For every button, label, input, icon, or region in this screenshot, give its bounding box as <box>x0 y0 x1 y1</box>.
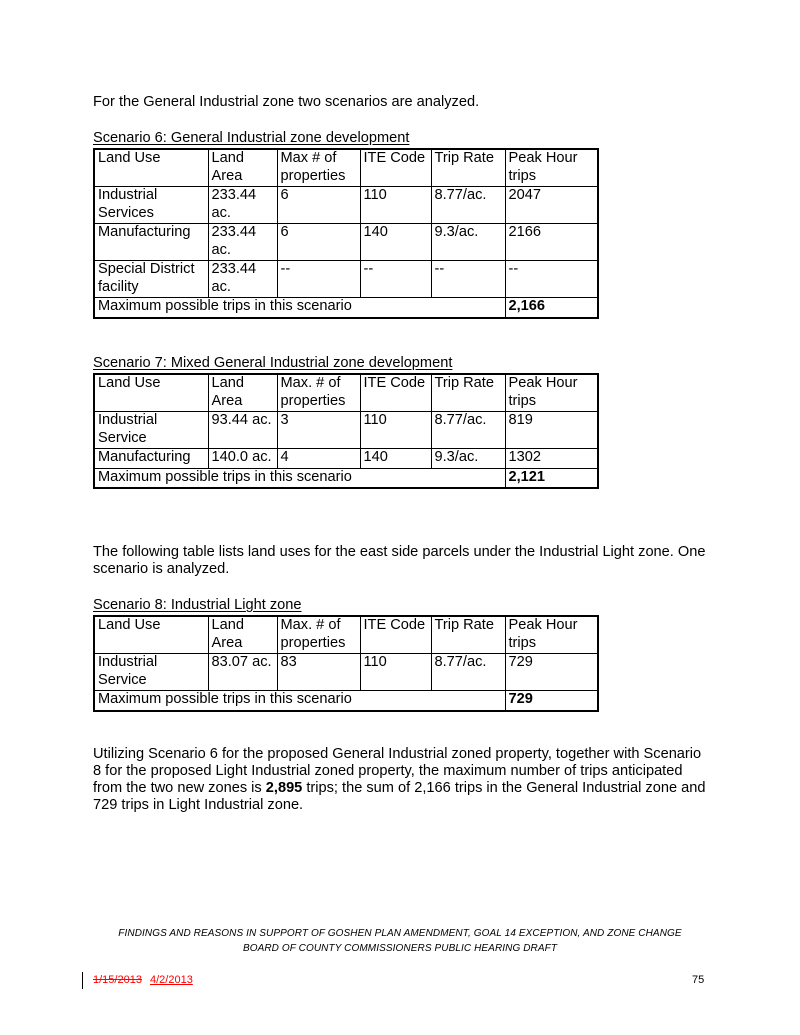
total-value: 2,121 <box>505 468 598 488</box>
table-row <box>94 224 598 261</box>
header-cell: Land Area <box>208 149 277 187</box>
header-cell: Peak Hour trips <box>505 616 598 654</box>
header-cell: Land Use <box>94 374 208 412</box>
header-cell: Max. # of properties <box>277 616 360 654</box>
table-cell: 9.3/ac. <box>431 224 505 261</box>
total-label: Maximum possible trips in this scenario <box>94 691 505 711</box>
table-cell: 110 <box>360 654 431 691</box>
scenario6-caption: Scenario 6: General Industrial zone development <box>93 130 410 146</box>
table-cell: 6 <box>277 187 360 224</box>
conclusion-text-after: trips; the sum of 2,166 trips in the General Industrial zone and 729 trips in Light Industrial zone. <box>93 780 706 813</box>
table-total-row <box>94 468 598 488</box>
table-header-row <box>94 149 598 187</box>
table-cell: Industrial Service <box>94 412 208 449</box>
header-cell: Land Area <box>208 374 277 412</box>
table-cell: Industrial Services <box>94 187 208 224</box>
table-cell: -- <box>431 261 505 298</box>
conclusion-total-trips: 2,895 <box>265 780 303 796</box>
table-cell: 233.44 ac. <box>208 187 277 224</box>
table-row <box>94 654 598 691</box>
header-cell: Land Use <box>94 616 208 654</box>
header-cell: Land Use <box>94 149 208 187</box>
table-cell: 1302 <box>505 449 598 469</box>
scenario6-table <box>93 148 599 319</box>
intro-paragraph: For the General Industrial zone two scenarios are analyzed. <box>93 94 480 110</box>
total-value: 2,166 <box>505 298 598 318</box>
table-cell: 83.07 ac. <box>208 654 277 691</box>
page-number: 75 <box>692 974 705 986</box>
scenario7-caption: Scenario 7: Mixed General Industrial zone development <box>93 355 453 371</box>
total-label: Maximum possible trips in this scenario <box>94 468 505 488</box>
deleted-date: 1/15/2013 <box>93 974 142 986</box>
light-intro-paragraph: The following table lists land uses for the east side parcels under the Industrial Light zone. One scenario is analyzed. <box>93 544 706 577</box>
table-cell: 83 <box>277 654 360 691</box>
header-cell: Max # of properties <box>277 149 360 187</box>
table-cell: 110 <box>360 412 431 449</box>
table-cell: 233.44 ac. <box>208 261 277 298</box>
table-cell: -- <box>277 261 360 298</box>
table-cell: Special District facility <box>94 261 208 298</box>
header-cell: ITE Code <box>360 149 431 187</box>
table-cell: Industrial Service <box>94 654 208 691</box>
table-cell: 4 <box>277 449 360 469</box>
table-cell: 729 <box>505 654 598 691</box>
table-cell: -- <box>505 261 598 298</box>
table-cell: 140 <box>360 449 431 469</box>
scenario8-caption: Scenario 8: Industrial Light zone <box>93 597 302 613</box>
table-row <box>94 412 598 449</box>
table-cell: 140 <box>360 224 431 261</box>
table-cell: 110 <box>360 187 431 224</box>
header-cell: Trip Rate <box>431 616 505 654</box>
scenario7-table <box>93 373 599 489</box>
header-cell: ITE Code <box>360 374 431 412</box>
header-cell: Trip Rate <box>431 374 505 412</box>
table-cell: 2166 <box>505 224 598 261</box>
table-cell: 8.77/ac. <box>431 187 505 224</box>
header-cell: ITE Code <box>360 616 431 654</box>
footer-line-1: FINDINGS AND REASONS IN SUPPORT OF GOSHEN PLAN AMENDMENT, GOAL 14 EXCEPTION, AND ZONE CHANGE <box>118 928 682 939</box>
table-cell: 140.0 ac. <box>208 449 277 469</box>
conclusion-paragraph <box>93 746 713 814</box>
header-cell: Peak Hour trips <box>505 149 598 187</box>
revision-bar <box>82 972 83 989</box>
table-cell: 819 <box>505 412 598 449</box>
header-cell: Trip Rate <box>431 149 505 187</box>
table-cell: 9.3/ac. <box>431 449 505 469</box>
table-cell: 8.77/ac. <box>431 654 505 691</box>
total-label: Maximum possible trips in this scenario <box>94 298 505 318</box>
conclusion-text-before: Utilizing Scenario 6 for the proposed General Industrial zoned property, together with Scenario 8 for the proposed Light Industrial zoned property, the maximum number of trips anticipated from the two new zones is <box>93 746 702 796</box>
table-total-row <box>94 691 598 711</box>
table-row <box>94 449 598 469</box>
header-cell: Peak Hour trips <box>505 374 598 412</box>
table-cell: 8.77/ac. <box>431 412 505 449</box>
table-cell: 2047 <box>505 187 598 224</box>
table-cell: -- <box>360 261 431 298</box>
table-row <box>94 261 598 298</box>
header-cell: Max. # of properties <box>277 374 360 412</box>
scenario8-table <box>93 615 599 712</box>
table-cell: 6 <box>277 224 360 261</box>
inserted-date: 4/2/2013 <box>150 974 193 986</box>
footer-line-2: BOARD OF COUNTY COMMISSIONERS PUBLIC HEARING DRAFT <box>242 943 558 954</box>
table-cell: 3 <box>277 412 360 449</box>
table-row <box>94 187 598 224</box>
table-cell: 93.44 ac. <box>208 412 277 449</box>
table-header-row <box>94 374 598 412</box>
table-cell: 233.44 ac. <box>208 224 277 261</box>
table-cell: Manufacturing <box>94 224 208 261</box>
table-cell: Manufacturing <box>94 449 208 469</box>
header-cell: Land Area <box>208 616 277 654</box>
table-total-row <box>94 298 598 318</box>
table-header-row <box>94 616 598 654</box>
total-value: 729 <box>505 691 598 711</box>
